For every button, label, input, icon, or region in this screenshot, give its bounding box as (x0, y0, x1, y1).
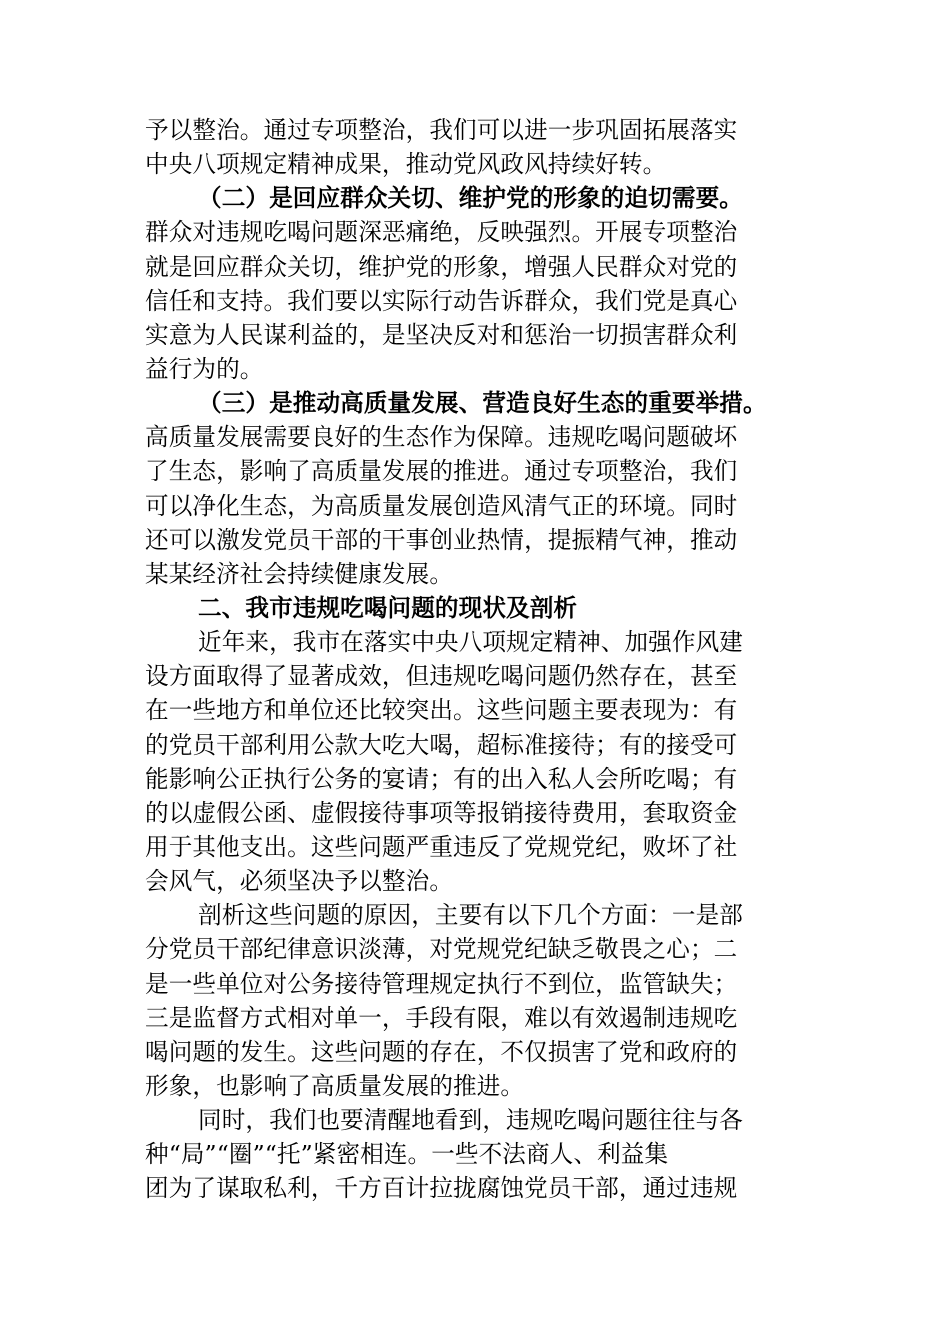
document-body (145, 113, 805, 1206)
paragraph-line: 能影响公正执行公务的宴请；有的出入私人会所吃喝；有 (145, 764, 738, 793)
paragraph-line: 形象，也影响了高质量发展的推进。 (145, 1071, 525, 1100)
paragraph-line: 团为了谋取私利，千方百计拉拢腐蚀党员干部，通过违规 (145, 1174, 738, 1203)
paragraph-line: 高质量发展需要良好的生态作为保障。违规吃喝问题破坏 (145, 423, 738, 452)
section-heading: 二、我市违规吃喝问题的现状及剖析 (198, 593, 578, 622)
paragraph-line: 就是回应群众关切，维护党的形象，增强人民群众对党的 (145, 252, 738, 281)
paragraph-line: 三是监督方式相对单一，手段有限，难以有效遏制违规吃 (145, 1003, 738, 1032)
paragraph-line: 某某经济社会持续健康发展。 (145, 559, 454, 588)
paragraph-line: 是一些单位对公务接待管理规定执行不到位，监管缺失； (145, 969, 738, 998)
paragraph-line: 的党员干部利用公款大吃大喝，超标准接待；有的接受可 (145, 730, 738, 759)
paragraph-line: 可以净化生态，为高质量发展创造风清气正的环境。同时 (145, 491, 738, 520)
paragraph-line: 实意为人民谋利益的，是坚决反对和惩治一切损害群众利 (145, 320, 738, 349)
paragraph-line: 益行为的。 (145, 354, 264, 383)
paragraph-line: 种“局”“圈”“托”紧密相连。一些不法商人、利益集 (145, 1140, 669, 1169)
paragraph-line: 中央八项规定精神成果，推动党风政风持续好转。 (145, 150, 667, 179)
paragraph-line: 在一些地方和单位还比较突出。这些问题主要表现为：有 (145, 696, 738, 725)
paragraph-line: 设方面取得了显著成效，但违规吃喝问题仍然存在，甚至 (145, 662, 738, 691)
subsection-heading-line: （三）是推动高质量发展、营造良好生态的重要举措。 (198, 389, 767, 418)
paragraph-first-line: 近年来，我市在落实中央八项规定精神、加强作风建 (198, 628, 743, 657)
paragraph-first-line: 同时，我们也要清醒地看到，违规吃喝问题往往与各 (198, 1106, 743, 1135)
subsection-heading-line: （二）是回应群众关切、维护党的形象的迫切需要。 (198, 184, 743, 213)
paragraph-line: 群众对违规吃喝问题深恶痛绝，反映强烈。开展专项整治 (145, 218, 738, 247)
paragraph-line: 信任和支持。我们要以实际行动告诉群众，我们党是真心 (145, 286, 738, 315)
paragraph-line: 了生态，影响了高质量发展的推进。通过专项整治，我们 (145, 457, 738, 486)
paragraph-line: 用于其他支出。这些问题严重违反了党规党纪，败坏了社 (145, 832, 738, 861)
paragraph-line: 予以整治。通过专项整治，我们可以进一步巩固拓展落实 (145, 116, 738, 144)
paragraph-first-line: 剖析这些问题的原因，主要有以下几个方面：一是部 (198, 901, 743, 930)
paragraph-line: 分党员干部纪律意识淡薄，对党规党纪缺乏敬畏之心；二 (145, 935, 738, 964)
paragraph-line: 喝问题的发生。这些问题的存在，不仅损害了党和政府的 (145, 1037, 738, 1066)
paragraph-line: 还可以激发党员干部的干事创业热情，提振精气神，推动 (145, 525, 738, 554)
paragraph-line: 的以虚假公函、虚假接待事项等报销接待费用，套取资金 (145, 798, 738, 827)
paragraph-line: 会风气，必须坚决予以整治。 (145, 867, 454, 896)
